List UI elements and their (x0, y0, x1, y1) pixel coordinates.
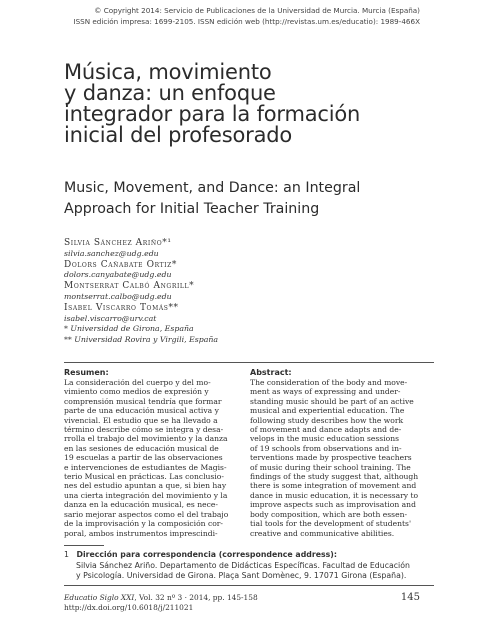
journal-citation (64, 593, 364, 613)
abstract-line: tial tools for the development of students' (250, 519, 412, 529)
author-name: Silvia Sánchez Ariño*¹ (64, 238, 172, 248)
abstract-heading: Abstract: (250, 368, 292, 377)
resumen-line: La consideración del cuerpo y del mo- (64, 378, 211, 387)
issn-line: ISSN edición impresa: 1699-2105. ISSN edición web (http://revistas.um.es/educatio): 1989-466X (73, 16, 420, 26)
footnote-number: 1 (64, 550, 69, 559)
abstract-line: The consideration of the body and move- (250, 378, 408, 387)
page-footer-divider (64, 585, 434, 586)
journal-name: Educatio Siglo XXI (64, 593, 135, 602)
title-spanish (64, 62, 424, 146)
copyright-notice (60, 6, 420, 27)
resumen-line: parte de una educación musical activa y (64, 406, 219, 416)
abstract-line: findings of the study suggest that, although (250, 472, 419, 482)
resumen-line: terio Musical en prácticas. Las conclusio- (64, 472, 224, 482)
title-en-line: Approach for Initial Teacher Training (64, 201, 320, 217)
abstract-column (250, 368, 430, 538)
page-number: 145 (400, 592, 420, 603)
resumen-text (64, 378, 244, 538)
resumen-line: vimiento como medios de expresión y (64, 387, 209, 397)
author-email[interactable]: montserrat.calbo@udg.edu (64, 291, 172, 301)
resumen-line: nes del estudio apuntan a que, si bien hay (64, 481, 227, 491)
author-email[interactable]: silvia.sanchez@udg.edu (64, 248, 159, 258)
author-name: Isabel Viscarro Tomás** (64, 302, 179, 313)
resumen-heading: Resumen: (64, 368, 109, 377)
abstract-line: improve aspects such as improvisation and (250, 500, 416, 510)
abstract-line: of movement and dance adapts and de- (250, 425, 402, 435)
footnote-line: Silvia Sánchez Ariño. Departamento de Didácticas Específicas. Facultad de Educación (76, 560, 410, 570)
footnote-divider (64, 545, 104, 546)
abstract-line: body composition, which are both essen- (250, 509, 408, 519)
resumen-line: comprensión musical tendría que formar (64, 396, 222, 406)
author-name: Dolors Cañabate Ortiz* (64, 259, 178, 270)
abstract-line: dance in music education, it is necessary to (250, 490, 419, 500)
title-es-line: Música, movimiento (64, 60, 272, 84)
abstract-line: there is some integration of movement and (250, 481, 417, 491)
journal-details: , Vol. 32 nº 3 · 2014, pp. 145-158 (134, 593, 258, 602)
resumen-line: término describe cómo se integra y desa- (64, 425, 224, 435)
resumen-line: vivencial. El estudio que se ha llevado a (64, 415, 218, 425)
abstract-line: of music during their school training. The (250, 462, 411, 472)
abstract-line: creative and communicative abilities. (250, 528, 395, 538)
author-block (64, 238, 404, 346)
journal-line (64, 593, 364, 603)
abstract-text (250, 378, 430, 538)
affiliation: * Universidad de Girona, España (64, 324, 194, 334)
affiliation: ** Universidad Rovira y Virgili, España (64, 335, 219, 345)
title-english (64, 178, 444, 220)
footnote-heading: Dirección para correspondencia (correspondence address): (76, 550, 337, 559)
resumen-column (64, 368, 244, 538)
footnote-line: y Psicología. Universidad de Girona. Plaça Sant Domènec, 9. 17071 Girona (España). (76, 571, 407, 580)
resumen-line: en las sesiones de educación musical de (64, 443, 219, 453)
resumen-line: una cierta integración del movimiento y la (64, 490, 228, 500)
resumen-line: sario mejorar aspectos como el del trabajo (64, 509, 229, 519)
author-email[interactable]: isabel.viscarro@urv.cat (64, 313, 157, 323)
section-divider (64, 362, 434, 363)
resumen-line: rrolla el trabajo del movimiento y la danza (64, 434, 228, 444)
title-es-line: integrador para la formación (64, 102, 361, 126)
abstract-line: musical and experiential education. The (250, 406, 405, 416)
title-es-line: inicial del profesorado (64, 123, 293, 147)
abstract-line: velops in the music education sessions (250, 434, 399, 444)
author-email[interactable]: dolors.canyabate@udg.edu (64, 270, 172, 280)
resumen-line: poral, ambos instrumentos imprescindi- (64, 528, 218, 538)
abstract-line: terventions made by prospective teachers (250, 453, 412, 463)
title-en-line: Music, Movement, and Dance: an Integral (64, 180, 361, 196)
resumen-line: e intervenciones de estudiantes de Magis- (64, 462, 227, 472)
resumen-line: de la improvisación y la composición cor- (64, 519, 223, 529)
abstract-line: ment as ways of expressing and under- (250, 387, 401, 397)
resumen-line: danza en la educación musical, es nece- (64, 500, 218, 510)
copyright-line: © Copyright 2014: Servicio de Publicaciones de la Universidad de Murcia. Murcia (España) (94, 6, 420, 15)
author-name: Montserrat Calbó Angrill* (64, 281, 195, 292)
journal-doi[interactable]: http://dx.doi.org/10.6018/j/211021 (64, 603, 194, 612)
abstract-line: of 19 schools from observations and in- (250, 443, 402, 453)
title-es-line: y danza: un enfoque (64, 81, 276, 105)
footnote-heading-line (64, 550, 424, 561)
resumen-line: 19 escuelas a partir de las observaciones (64, 453, 223, 463)
abstract-line: standing music should be part of an active (250, 396, 414, 406)
abstract-line: following study describes how the work (250, 415, 404, 425)
footnote (64, 550, 424, 582)
